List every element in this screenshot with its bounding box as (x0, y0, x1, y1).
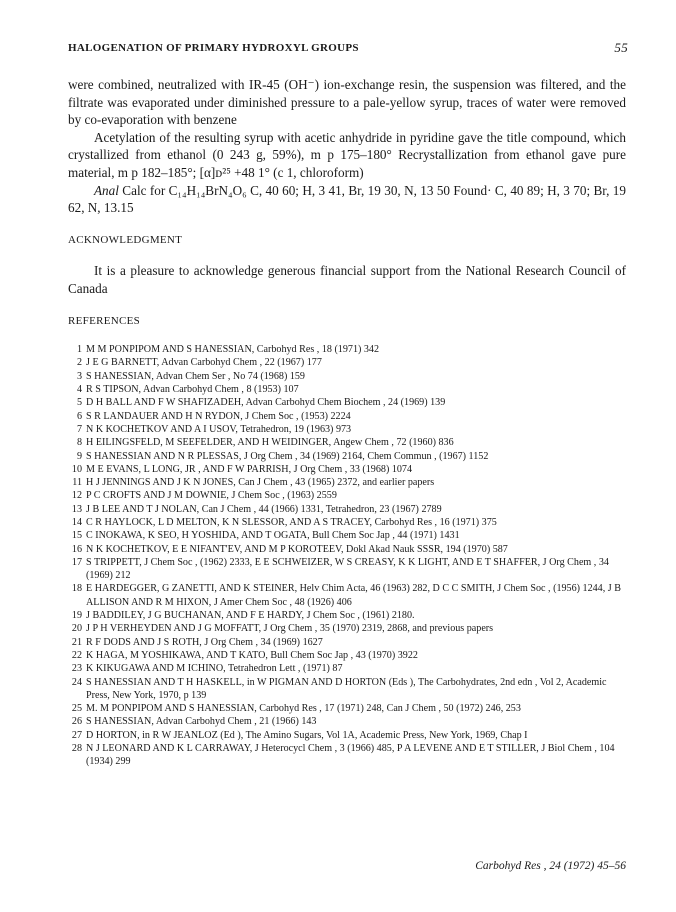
reference-text: K KIKUGAWA AND M ICHINO, Tetrahedron Lett , (1971) 87 (86, 663, 343, 675)
analysis-label: Anal (94, 182, 119, 198)
reference-number: 21 (71, 636, 82, 648)
reference-text: S HANESSIAN AND N R PLESSAS, J Org Chem , 34 (1969) 2164, Chem Commun , (1967) 1152 (86, 450, 489, 462)
acknowledgment-text: It is a pleasure to acknowledge generous financial support from the National Research Council of Canada (68, 263, 626, 296)
paragraph-1: were combined, neutralized with IR-45 (OH⁻) ion-exchange resin, the suspension was filtered, and the filtrate was evaporated under diminished pressure to a pale-yellow syrup, traces of water were removed by co-evaporation with benzene (68, 77, 626, 128)
reference-number: 16 (71, 543, 82, 555)
reference-number: 3 (76, 370, 82, 382)
reference-number: 28 (71, 743, 82, 755)
reference-text: H J JENNINGS AND J K N JONES, Can J Chem , 43 (1965) 2372, and earlier papers (86, 477, 435, 489)
reference-text: R S TIPSON, Advan Carbohyd Chem , 8 (1953) 107 (86, 384, 299, 396)
reference-number: 7 (76, 423, 82, 435)
reference-text: S HANESSIAN, Advan Chem Ser , No 74 (1968) 159 (86, 370, 305, 382)
reference-item (68, 343, 626, 356)
reference-number: 2 (76, 357, 82, 369)
reference-text: M M PONPIPOM AND S HANESSIAN, Carbohyd Res , 18 (1971) 342 (86, 344, 380, 356)
analysis-text: Calc for C₁₄H₁₄BrN₄O₆ C, 40 60; H, 3 41, Br, 19 30, N, 13 50 Found· C, 40 89; H, 3 70; Br, 19 62, N, 13.15 (68, 182, 626, 216)
reference-text: N J LEONARD AND K L CARRAWAY, J Heterocycl Chem , 3 (1966) 485, P A LEVENE AND E T STILLER, J Biol Chem , 104 (1934) 299 (86, 743, 615, 768)
reference-item (68, 676, 626, 703)
reference-number: 22 (71, 649, 82, 661)
references-list (68, 343, 626, 769)
page-number: 55 (614, 40, 628, 55)
reference-text: J BADDILEY, J G BUCHANAN, AND F E HARDY, J Chem Soc , (1961) 2180. (86, 610, 415, 622)
reference-number: 10 (71, 463, 82, 475)
reference-number: 9 (76, 450, 82, 462)
reference-text: M E EVANS, L LONG, JR , AND F W PARRISH, J Org Chem , 33 (1968) 1074 (86, 463, 413, 475)
reference-item (68, 609, 626, 622)
reference-number: 12 (71, 490, 82, 502)
reference-item (68, 356, 626, 369)
reference-text: D HORTON, in R W JEANLOZ (Ed ), The Amino Sugars, Vol 1A, Academic Press, New York, 1969, Chap I (86, 729, 528, 741)
reference-number: 4 (76, 384, 82, 396)
reference-text: J P H VERHEYDEN AND J G MOFFATT, J Org Chem , 35 (1970) 2319, 2868, and previous papers (86, 623, 494, 635)
reference-item (68, 516, 626, 529)
journal-citation: Carbohyd Res , 24 (1972) 45–56 (475, 860, 626, 872)
reference-text: C R HAYLOCK, L D MELTON, K N SLESSOR, AND A S TRACEY, Carbohyd Res , 16 (1971) 375 (86, 516, 497, 528)
paragraph-2: Acetylation of the resulting syrup with acetic anhydride in pyridine gave the title compound, which crystallized from ethanol (0 243 g, 59%), m p 175–180° Recrystallization from ethanol gave pure material, m p 182–185°; [α]ᴅ²⁵ +48 1° (c 1, chloroform) (68, 129, 626, 180)
reference-text: R F DODS AND J S ROTH, J Org Chem , 34 (1969) 1627 (86, 636, 323, 648)
article-body (68, 76, 626, 769)
reference-text: N K KOCHETKOV AND A I USOV, Tetrahedron, 19 (1963) 973 (86, 423, 352, 435)
reference-number: 25 (71, 703, 82, 715)
references-heading: REFERENCES (68, 314, 141, 327)
reference-text: M. M PONPIPOM AND S HANESSIAN, Carbohyd Res , 17 (1971) 248, Can J Chem , 50 (1972) 246, 253 (86, 703, 521, 715)
reference-item (68, 702, 626, 715)
reference-item (68, 396, 626, 409)
reference-number: 26 (71, 716, 82, 728)
reference-item (68, 423, 626, 436)
running-title: HALOGENATION OF PRIMARY HYDROXYL GROUPS (68, 42, 359, 54)
reference-number: 24 (71, 676, 82, 688)
reference-number: 15 (71, 530, 82, 542)
reference-text: S R LANDAUER AND H N RYDON, J Chem Soc , (1953) 2224 (86, 410, 351, 422)
reference-number: 5 (76, 397, 82, 409)
reference-number: 11 (72, 477, 82, 489)
reference-text: K HAGA, M YOSHIKAWA, AND T KATO, Bull Chem Soc Jap , 43 (1970) 3922 (86, 649, 418, 661)
reference-item (68, 410, 626, 423)
reference-text: P C CROFTS AND J M DOWNIE, J Chem Soc , (1963) 2559 (86, 490, 337, 502)
reference-number: 19 (71, 610, 82, 622)
reference-number: 20 (71, 623, 82, 635)
reference-item (68, 436, 626, 449)
reference-number: 8 (76, 437, 82, 449)
reference-text: S TRIPPETT, J Chem Soc , (1962) 2333, E E SCHWEIZER, W S CREASY, K K LIGHT, AND E T SHAFFER, J Org Chem , 34 (1969) 212 (86, 556, 609, 582)
reference-item (68, 622, 626, 635)
reference-number: 23 (71, 663, 82, 675)
reference-number: 1 (76, 344, 82, 356)
reference-text: C INOKAWA, K SEO, H YOSHIDA, AND T OGATA, Bull Chem Soc Jap , 44 (1971) 1431 (86, 530, 460, 542)
reference-item (68, 729, 626, 742)
reference-item (68, 742, 626, 769)
reference-text: E HARDEGGER, G ZANETTI, AND K STEINER, Helv Chim Acta, 46 (1963) 282, D C C SMITH, J Chem Soc , (1956) 1244, J B ALLISON AND R M HIXON, J Amer Chem Soc , 48 (1926) 406 (86, 583, 621, 608)
reference-number: 13 (71, 503, 82, 515)
reference-text: S HANESSIAN AND T H HASKELL, in W PIGMAN AND D HORTON (Eds ), The Carbohydrates, 2nd edn , Vol 2, Academic Press, New York, 1970, p 139 (86, 676, 607, 701)
reference-text: N K KOCHETKOV, E E NIFANT'EV, AND M P KOROTEEV, Dokl Akad Nauk SSSR, 194 (1970) 587 (86, 543, 508, 555)
reference-item (68, 636, 626, 649)
analysis-paragraph (68, 182, 626, 217)
reference-item (68, 715, 626, 728)
reference-number: 6 (76, 410, 82, 422)
reference-number: 27 (71, 729, 82, 741)
reference-number: 18 (71, 583, 82, 595)
reference-item (68, 476, 626, 489)
reference-item (68, 503, 626, 516)
reference-item (68, 649, 626, 662)
reference-item (68, 463, 626, 476)
reference-text: J B LEE AND T J NOLAN, Can J Chem , 44 (1966) 1331, Tetrahedron, 23 (1967) 2789 (86, 503, 442, 515)
reference-item (68, 543, 626, 556)
reference-item (68, 370, 626, 383)
reference-text: H EILINGSFELD, M SEEFELDER, AND H WEIDINGER, Angew Chem , 72 (1960) 836 (86, 437, 454, 449)
reference-number: 17 (71, 556, 82, 568)
reference-text: S HANESSIAN, Advan Carbohyd Chem , 21 (1966) 143 (86, 716, 317, 728)
acknowledgment-heading: ACKNOWLEDGMENT (68, 233, 183, 246)
reference-item (68, 489, 626, 502)
reference-item (68, 556, 626, 583)
reference-item (68, 383, 626, 396)
reference-item (68, 662, 626, 675)
reference-text: J E G BARNETT, Advan Carbohyd Chem , 22 (1967) 177 (86, 357, 322, 369)
reference-text: D H BALL AND F W SHAFIZADEH, Advan Carbohyd Chem Biochem , 24 (1969) 139 (86, 397, 446, 409)
reference-item (68, 582, 626, 609)
reference-number: 14 (71, 516, 82, 528)
reference-item (68, 529, 626, 542)
reference-item (68, 450, 626, 463)
